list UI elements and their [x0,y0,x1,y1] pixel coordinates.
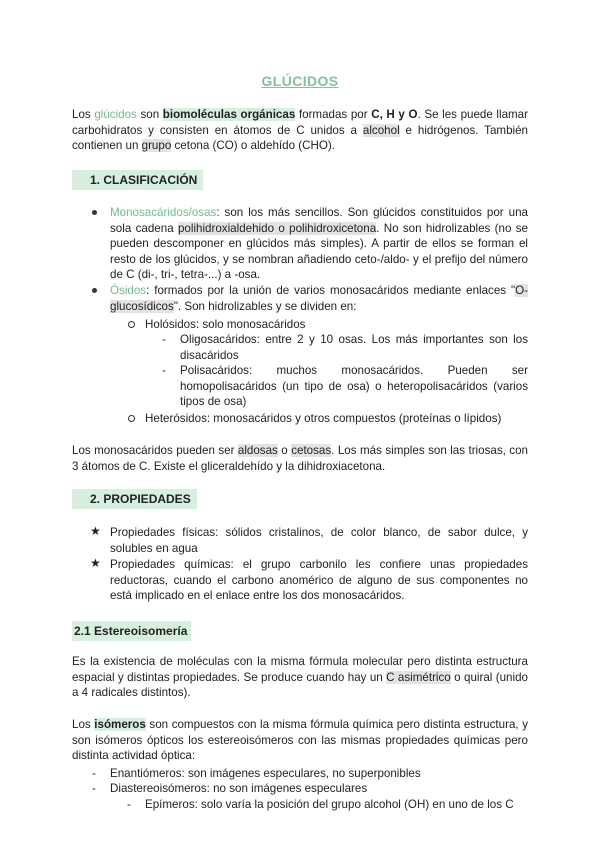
section-heading-propiedades: 2. PROPIEDADES [72,489,197,509]
osidos-term: Ósidos [110,284,147,297]
section-heading-clasificacion: 1. CLASIFICACIÓN [72,170,203,190]
c-asimetrico-term: C asimétrico [386,670,451,684]
bullet-dash-icon: - [162,333,166,346]
polihidroxi-term: polihidroxialdehido o polihidroxicetona [177,221,377,235]
bullet-dot-icon [92,210,97,215]
list-item-propiedades-fisicas: ★ Propiedades físicas: sólidos cristalinos, de color blanco, de sabor dulce, y solubles en agua [90,524,528,555]
grupo-term: grupo [141,139,172,152]
list-item-holosidos: Holósidos: solo monosacáridos [145,317,528,333]
page-title: GLÚCIDOS [261,73,339,89]
list-item-oligosacaridos: - Oligosacáridos: entre 2 y 10 osas. Los más importantes son los disacáridos [162,333,528,362]
monosacaridos-paragraph: Los monosacáridos pueden ser aldosas o cetosas. Los más simples son las triosas, con 3 átomos de C. Existe el gliceraldehído y la dihidroxiacetona. [72,444,528,473]
biomoleculas-term: biomoléculas orgánicas [162,108,296,121]
estereoisomeria-paragraph: Es la existencia de moléculas con la misma fórmula molecular pero distinta estructura espacial y distintas propiedades. Se produce cuando hay un C asimétrico o quiral (unido a 4 radicales distintos). [72,655,528,699]
aldosas-term: aldosas [237,444,278,457]
bullet-dash-icon: - [162,364,166,377]
bullet-dash-icon: - [127,798,131,811]
list-item-epimeros: - Epímeros: solo varía la posición del grupo alcohol (OH) en uno de los C [127,798,514,811]
list-item-polisacaridos: - Polisacáridos: muchos monosacáridos. Pueden ser homopolisacáridos (un tipo de osa) o heteropolisacáridos (varios tipos de osa) [162,364,528,408]
bullet-ring-icon [128,415,135,422]
list-item-diastereoisomeros: - Diastereoisómeros: no son imágenes especulares [92,782,368,795]
list-item-osidos: Ósidos: formados por la unión de varios monosacáridos mediante enlaces "O-glucosídicos". Son hidrolizables y se dividen en: [110,283,528,314]
o-glucosidicos-term: O-glucosídicos [110,284,528,313]
cetosas-term: cetosas [291,444,332,457]
chos-term: C, H y O [371,108,418,121]
bullet-ring-icon [128,321,135,328]
isomeros-term: isómeros [94,718,146,731]
isomeros-paragraph: Los isómeros son compuestos con la misma fórmula química pero distinta estructura, y son isómeros ópticos los estereoisómeros con las mismas propiedades químicas pero distinta actividad óptica: [72,718,528,762]
monosacaridos-term: Monosacáridos/osas [110,206,217,219]
alcohol-term: alcohol [362,123,400,137]
bullet-dash-icon: - [92,767,96,780]
list-item-propiedades-quimicas: ★ Propiedades químicas: el grupo carbonilo les confiere unas propiedades reductoras, cuando el carbono anomérico de alguno de sus componentes no está implicado en el enlace entre los dos monosacáridos. [90,556,528,602]
star-bullet-icon: ★ [90,556,101,570]
section-heading-estereoisomeria: 2.1 Estereoisomería [72,621,191,641]
intro-paragraph: Los glúcidos son biomoléculas orgánicas formadas por C, H y O. Se les puede llamar carbohidratos y consisten en átomos de C unidos a alcohol e hidrógenos. También contienen un grupo cetona (CO) o aldehído (CHO). [72,108,528,152]
list-item-enantiomeros: - Enantiómeros: son imágenes especulares, no superponibles [92,767,421,780]
star-bullet-icon: ★ [90,524,101,538]
glucidos-term: glúcidos [94,108,137,121]
bullet-dash-icon: - [92,782,96,795]
list-item-heterosidos: Heterósidos: monosacáridos y otros compuestos (proteínas o lípidos) [145,411,528,427]
bullet-dot-icon [92,288,97,293]
list-item-monosacaridos: Monosacáridos/osas: son los más sencillos. Son glúcidos constituidos por una sola cadena polihidroxialdehido o polihidroxicetona. No son hidrolizables (no se pueden descomponer en glúcidos más simples). A partir de ellos se forman el resto de los glúcidos, y se nombran añadiendo ceto-/aldo- y el prefijo del número de C (di-, tri-, tetra-...) a -osa. [110,205,528,283]
